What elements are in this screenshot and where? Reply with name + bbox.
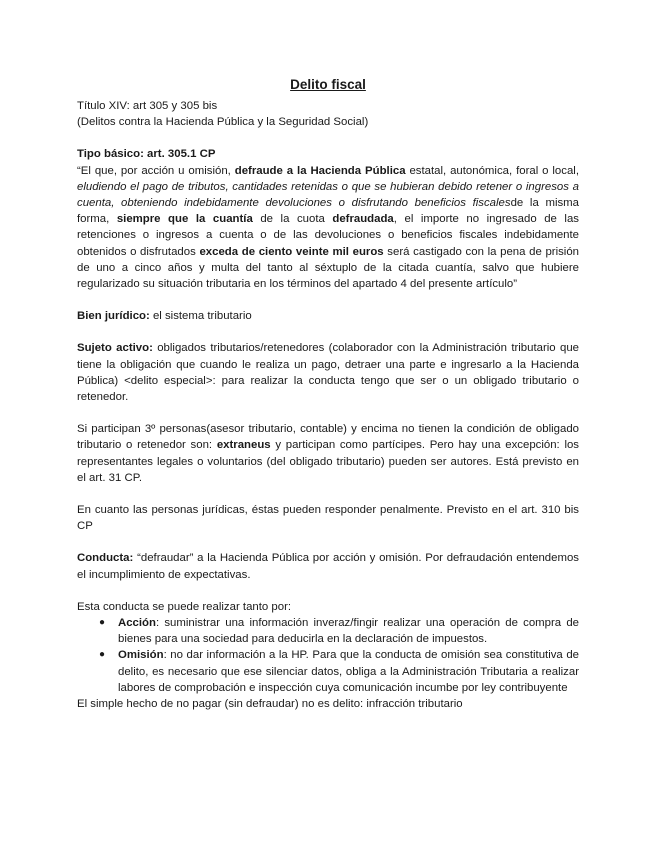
bien-juridico-label: Bien jurídico:: [77, 310, 150, 323]
bien-juridico-paragraph: [77, 308, 579, 324]
spacer: [77, 130, 579, 146]
tipo-basico-quote: [77, 163, 579, 293]
accion-label: Acción: [118, 617, 156, 630]
quote-bold-3: defraudada: [332, 213, 394, 226]
quote-text-3: de la misma forma,: [77, 197, 579, 226]
quote-bold-4: exceda de ciento veinte mil euros: [199, 245, 384, 258]
participacion-text-1: Si participan 3º personas(asesor tributario, contable) y encima no tienen la condición de obligado tributario o retenedor son:: [77, 423, 579, 452]
cierre-paragraph: El simple hecho de no pagar (sin defraudar) no es delito: infracción tributario: [77, 698, 463, 711]
quote-text-2: estatal, autonómica, foral o local,: [405, 164, 579, 177]
spacer: [77, 292, 579, 308]
quote-bold-2: siempre que la cuantía: [116, 213, 253, 226]
quote-text-5: , el importe no ingresado de las retenciones o ingresos a cuenta o de las devoluciones o beneficios fiscales indebidamente obtenidos o disfrutados: [77, 213, 579, 258]
spacer: [77, 486, 579, 502]
spacer: [77, 583, 579, 599]
intro-line-title: Título XIV: art 305 y 305 bis: [77, 100, 218, 112]
document-title: Delito fiscal: [290, 77, 366, 92]
participacion-text-2: y participan como partícipes. Pero hay una excepción: los representantes legales o voluntarios (del obligado tributario) pueden ser autores. Está previsto en el art. 31 CP.: [77, 439, 579, 484]
conducta-label: Conducta:: [77, 552, 134, 565]
quote-bold-1: defraude a la Hacienda Pública: [234, 164, 406, 177]
formas-intro: Esta conducta se puede realizar tanto por:: [77, 600, 292, 613]
omision-text: : no dar información a la HP. Para que la conducta de omisión sea constitutiva de delito, es necesario que ese silenciar datos, obliga a la Administración Tributaria a realizar labores de comprobación e inspección cuya comunicación incumbe por ley contribuyente: [118, 649, 579, 694]
quote-text-4: de la cuota: [252, 213, 333, 226]
quote-text-1: “El que, por acción u omisión,: [77, 164, 235, 177]
spacer: [77, 405, 579, 421]
sujeto-activo-text: obligados tributarios/retenedores (colaborador con la Administración tributario que tiene la obligación que cuando le realiza un pago, detraer una parte e ingresarlo a la Hacienda Pública) <delito especial>: para realizar la conducta tengo que ser o un obligado tributario o retenedor.: [77, 342, 579, 404]
omision-label: Omisión: [118, 649, 164, 662]
bien-juridico-text: el sistema tributario: [149, 310, 252, 323]
sujeto-activo-label: Sujeto activo:: [77, 342, 153, 355]
quote-italic-1: eludiendo el pago de tributos, cantidades retenidas o que se hubieran debido retener o ingresos a cuenta, obteniendo indebidamente devoluciones o disfrutando beneficios fiscales: [77, 180, 579, 210]
list-item-omision: [77, 647, 579, 696]
participacion-bold: extraneus: [216, 439, 271, 452]
document-page: [77, 76, 579, 712]
conducta-text: “defraudar” a la Hacienda Pública por acción y omisión. Por defraudación entendemos el incumplimiento de expectativas.: [77, 552, 579, 581]
personas-juridicas-paragraph: En cuanto las personas jurídicas, éstas pueden responder penalmente. Previsto en el art. 310 bis CP: [77, 504, 579, 533]
intro-line-subtitle: (Delitos contra la Hacienda Pública y la Seguridad Social): [77, 116, 369, 129]
formas-list: [77, 615, 579, 696]
spacer: [77, 324, 579, 340]
tipo-basico-heading: [77, 146, 579, 162]
quote-text-6: será castigado con la pena de prisión de uno a cinco años y multa del tanto al séxtuplo de la citada cuantía, salvo que hubiere regularizado su situación tributaria en los términos del apartado 4 del presente artículo”: [77, 245, 579, 291]
bullet-dot: ●: [99, 617, 106, 629]
conducta-paragraph: [77, 550, 579, 582]
sujeto-activo-paragraph: [77, 340, 579, 405]
bullet-dot: ●: [99, 649, 106, 661]
tipo-basico-heading-text: Tipo básico: art. 305.1 CP: [77, 148, 216, 161]
participacion-paragraph: [77, 421, 579, 486]
list-item-accion: [77, 615, 579, 647]
spacer: [77, 534, 579, 550]
accion-text: : suministrar una información inveraz/fingir realizar una operación de compra de bienes para una sociedad para deducirla en la declaración de impuestos.: [118, 617, 579, 646]
